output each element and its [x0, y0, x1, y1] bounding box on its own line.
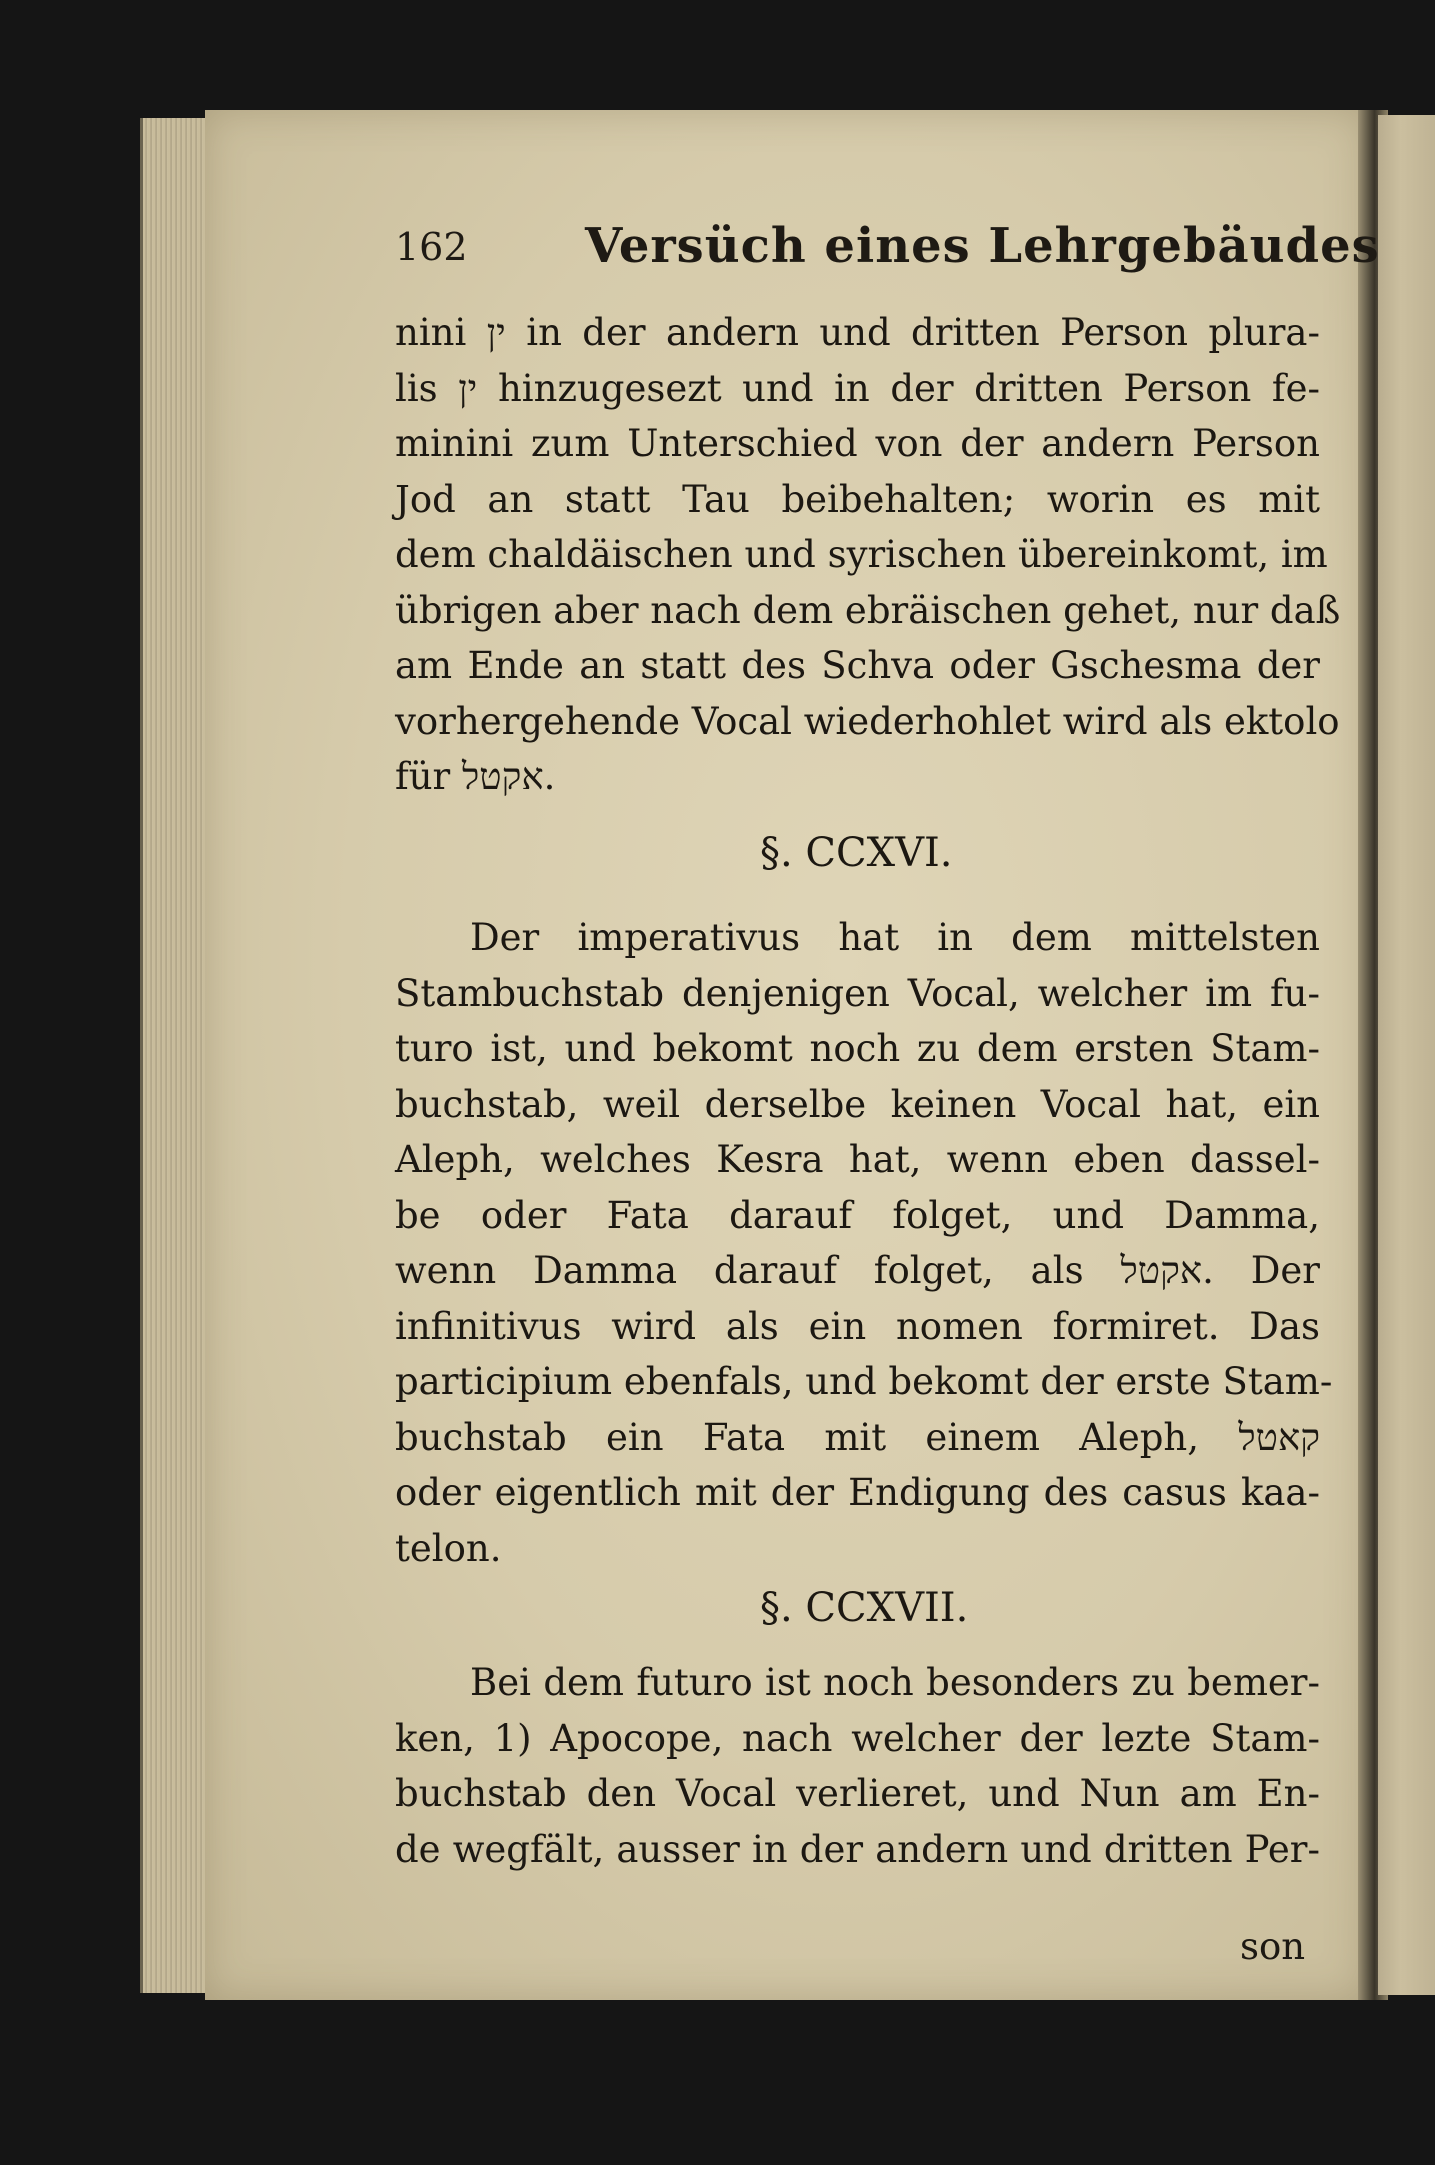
- text-line: Aleph, welches Kesra hat, wenn eben dassel-: [395, 1138, 1320, 1181]
- paragraph-2: [395, 910, 1333, 1576]
- text-line: turo ist, und bekomt noch zu dem ersten Stam-: [395, 1027, 1320, 1070]
- text-line: für אקטל.: [395, 755, 556, 798]
- text-line: lis ין hinzugesezt und in der dritten Person fe-: [395, 366, 1320, 410]
- text-line: nini ין in der andern und dritten Person plura-: [395, 311, 1320, 354]
- text-line: oder eigentlich mit der Endigung des casus kaa-: [395, 1471, 1320, 1514]
- text-line: participium ebenfals, und bekomt der erste Stam-: [395, 1360, 1333, 1403]
- text-line: Bei dem futuro ist noch besonders zu bemer-: [470, 1661, 1320, 1704]
- text-line: Der imperativus hat in dem mittelsten: [470, 916, 1320, 959]
- text-line: am Ende an statt des Schva oder Gschesma der: [395, 644, 1320, 687]
- text-line: infinitivus wird als ein nomen formiret. Das: [395, 1304, 1320, 1348]
- section-heading-216: §. CCXVI.: [760, 830, 953, 876]
- text-line: buchstab, weil derselbe keinen Vocal hat, ein: [395, 1082, 1320, 1126]
- text-line: übrigen aber nach dem ebräischen gehet, nur daß: [395, 588, 1341, 632]
- catchword: son: [1240, 1925, 1306, 1968]
- facing-page-edge: [1378, 115, 1435, 1995]
- running-head: Versüch eines Lehrgebäudes: [585, 218, 1380, 274]
- text-line: de wegfält, ausser in der andern und dritten Per-: [395, 1827, 1320, 1871]
- text-line: buchstab ein Fata mit einem Aleph, קאטל: [395, 1415, 1320, 1459]
- text-line: telon.: [395, 1526, 502, 1570]
- text-line: Jod an statt Tau beibehalten; worin es mit: [395, 477, 1320, 521]
- page-number: 162: [395, 225, 468, 269]
- paragraph-3: [395, 1655, 1320, 1877]
- text-line: buchstab den Vocal verlieret, und Nun am En-: [395, 1772, 1320, 1815]
- text-line: vorhergehende Vocal wiederhohlet wird als ektolo: [395, 699, 1340, 743]
- text-line: minini zum Unterschied von der andern Person: [395, 422, 1320, 465]
- text-line: Stambuchstab denjenigen Vocal, welcher im fu-: [395, 971, 1320, 1015]
- text-line: be oder Fata darauf folget, und Damma,: [395, 1193, 1320, 1237]
- text-line: dem chaldäischen und syrischen übereinkomt, im: [395, 533, 1328, 576]
- text-line: ken, 1) Apocope, nach welcher der lezte Stam-: [395, 1716, 1320, 1760]
- paragraph-1: [395, 305, 1341, 805]
- section-heading-217: §. CCXVII.: [760, 1585, 969, 1631]
- text-line: wenn Damma darauf folget, als אקטל. Der: [395, 1249, 1320, 1292]
